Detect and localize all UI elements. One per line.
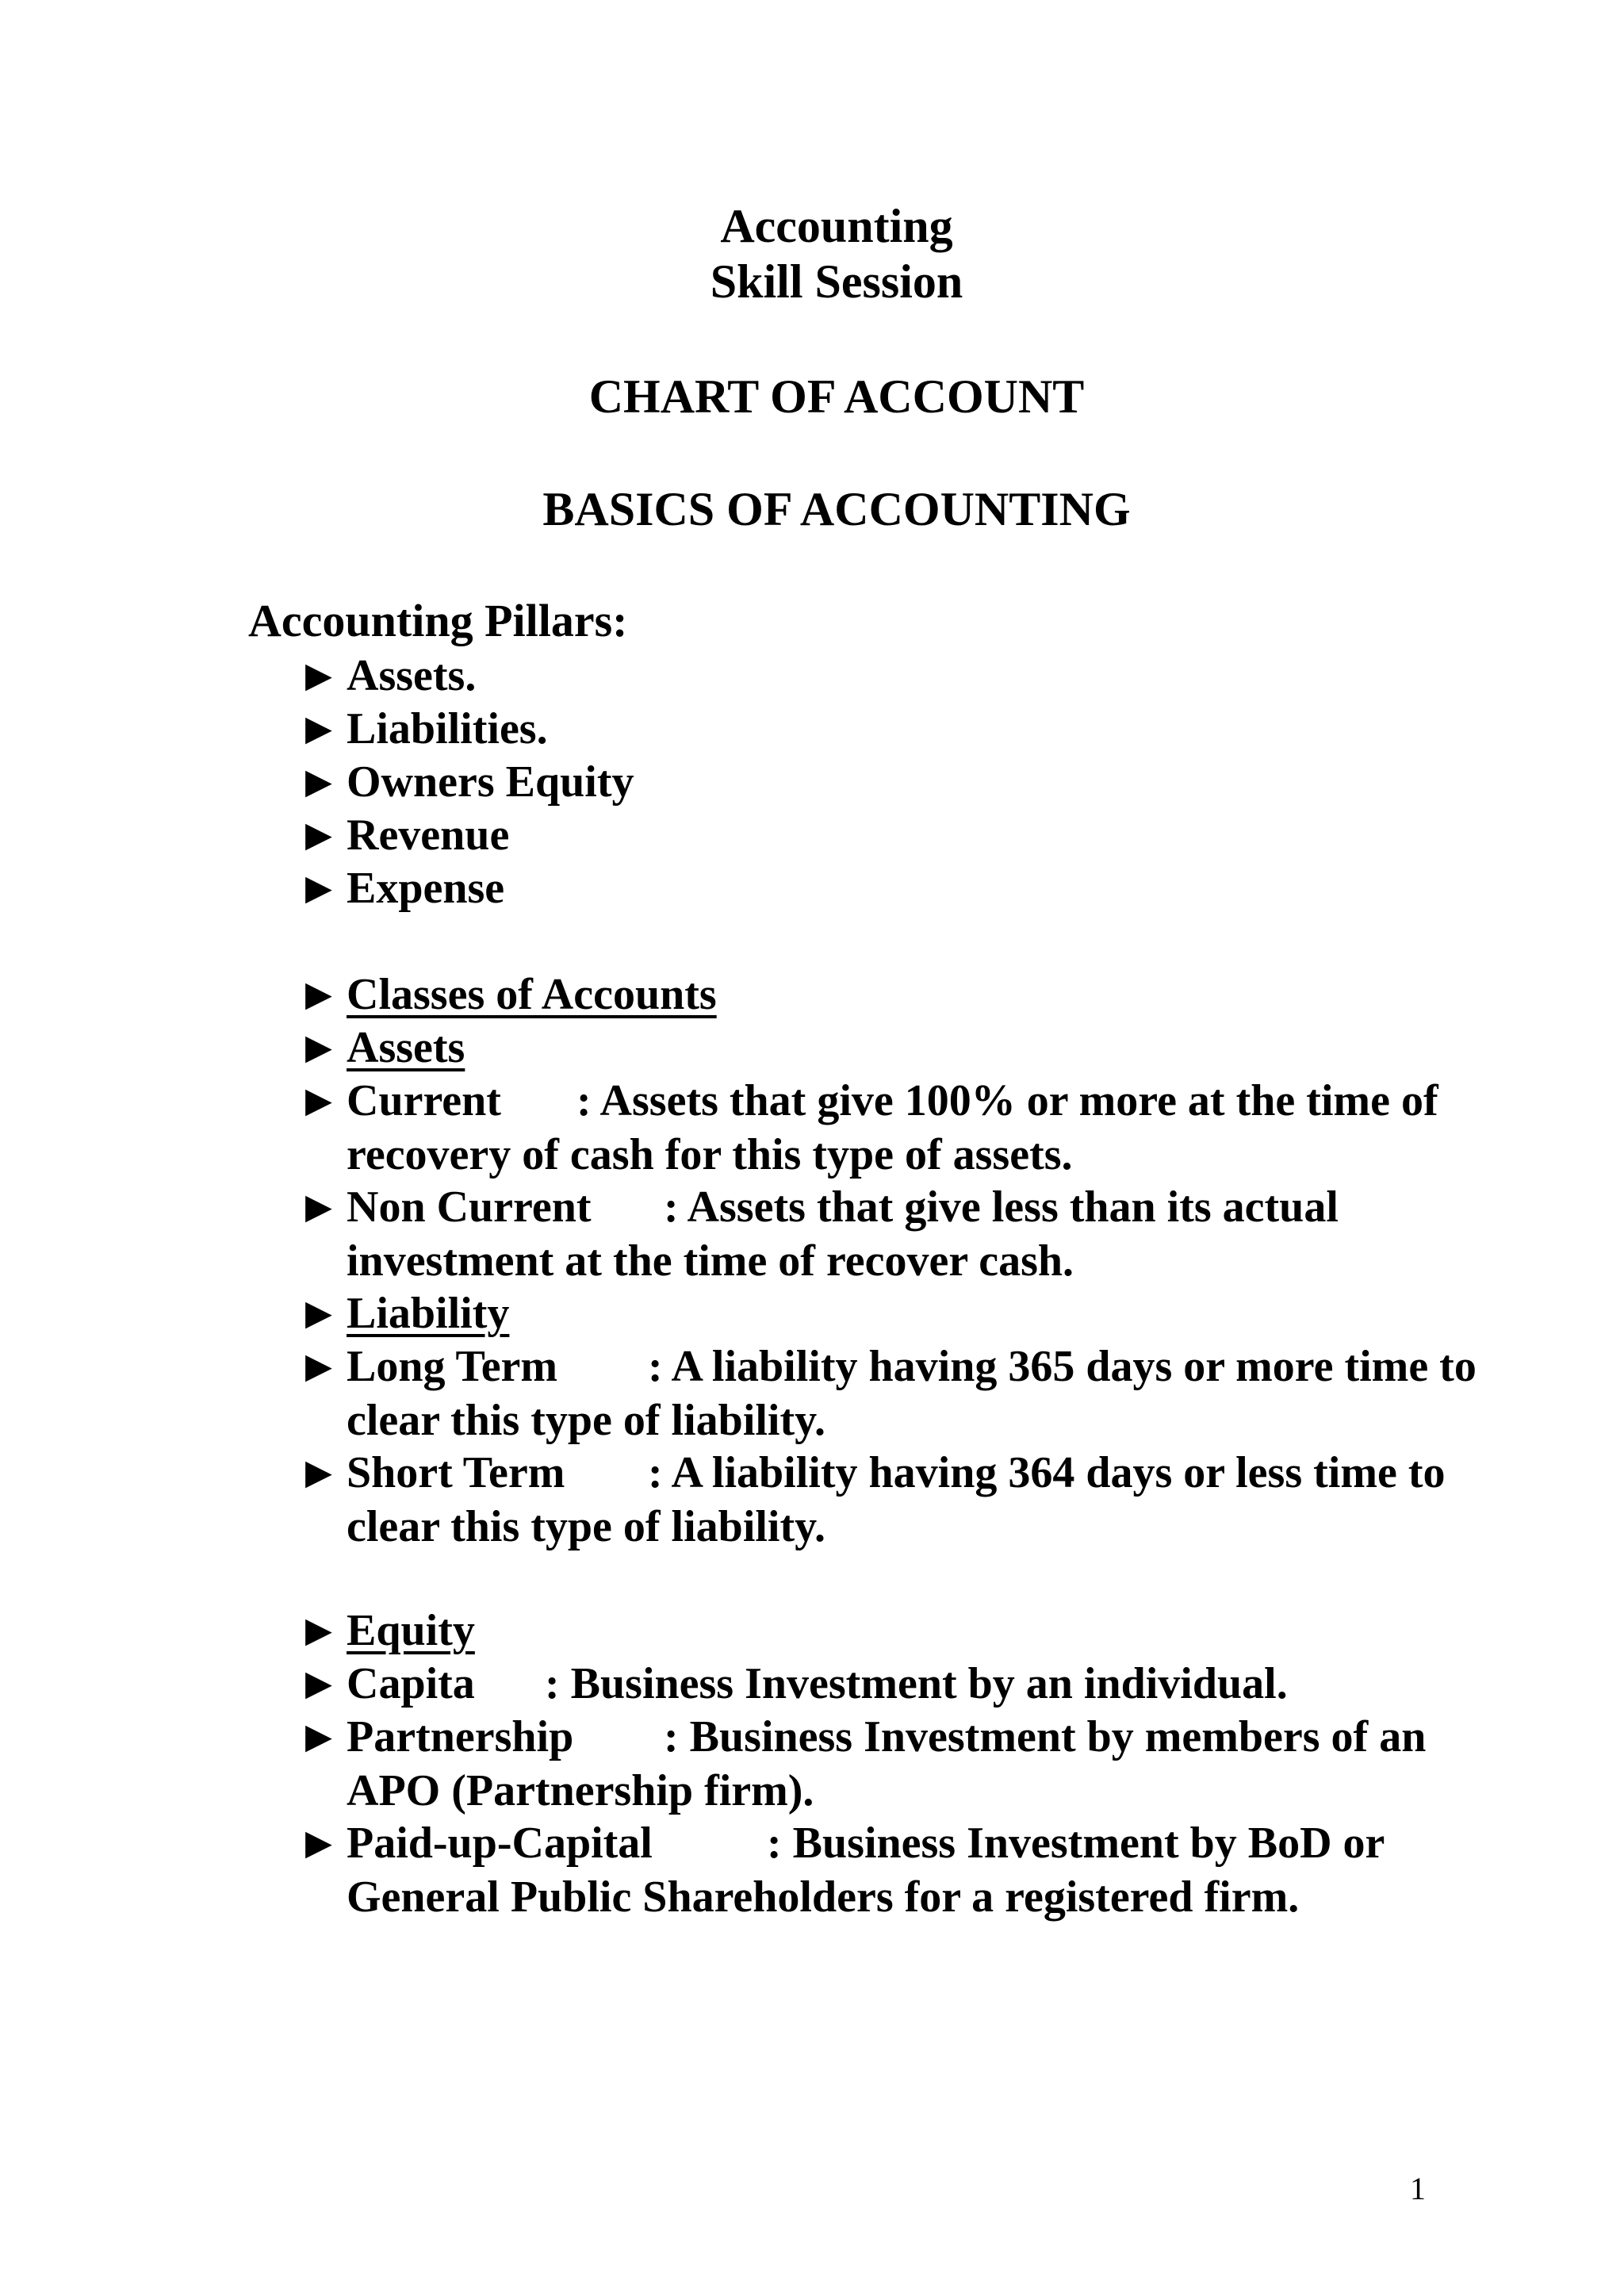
document-title: Accounting	[720, 200, 953, 252]
accounting-pillars-label: Accounting Pillars:	[248, 595, 628, 646]
current-definition: : Assets that give 100% or more at the time of recovery of cash for this type of assets.	[347, 1076, 1438, 1179]
triangle-bullet-icon: ▶	[305, 762, 332, 801]
heading-chart-of-account: CHART OF ACCOUNT	[588, 370, 1085, 423]
triangle-bullet-icon: ▶	[305, 1453, 332, 1492]
paidup-term: Paid-up-Capital	[347, 1819, 653, 1868]
list-item	[305, 702, 1479, 756]
triangle-bullet-icon: ▶	[305, 1823, 332, 1862]
pillar-liabilities: Liabilities.	[347, 704, 548, 753]
triangle-bullet-icon: ▶	[305, 1717, 332, 1756]
shortterm-definition: : A liability having 364 days or less time to clear this type of liability.	[347, 1448, 1446, 1551]
list-item	[305, 1710, 1479, 1818]
list-item	[305, 1816, 1479, 1924]
triangle-bullet-icon: ▶	[305, 815, 332, 854]
page-number: 1	[1410, 2171, 1426, 2206]
noncurrent-term: Non Current	[347, 1182, 592, 1232]
noncurrent-definition: : Assets that give less than its actual investment at the time of recover cash.	[347, 1182, 1339, 1286]
longterm-definition: : A liability having 365 days or more time to clear this type of liability.	[347, 1342, 1477, 1445]
pillar-revenue: Revenue	[347, 811, 510, 860]
list-item	[305, 808, 1479, 862]
capita-term: Capita	[347, 1659, 475, 1708]
classes-heading: Classes of Accounts	[347, 970, 717, 1019]
triangle-bullet-icon: ▶	[305, 1081, 332, 1120]
triangle-bullet-icon: ▶	[305, 1028, 332, 1067]
capita-definition: : Business Investment by an individual.	[545, 1659, 1288, 1708]
shortterm-term: Short Term	[347, 1448, 565, 1497]
triangle-bullet-icon: ▶	[305, 1347, 332, 1386]
triangle-bullet-icon: ▶	[305, 1611, 332, 1650]
triangle-bullet-icon: ▶	[305, 709, 332, 748]
paidup-definition: : Business Investment by BoD or General Public Shareholders for a registered firm.	[347, 1819, 1385, 1922]
liability-heading: Liability	[347, 1289, 510, 1338]
triangle-bullet-icon: ▶	[305, 1294, 332, 1332]
triangle-bullet-icon: ▶	[305, 868, 332, 907]
heading-basics-of-accounting: BASICS OF ACCOUNTING	[542, 483, 1131, 535]
partnership-term: Partnership	[347, 1712, 574, 1761]
list-item	[305, 1657, 1479, 1711]
list-item	[305, 1604, 1479, 1658]
assets-heading: Assets	[347, 1023, 465, 1072]
list-item	[305, 1180, 1479, 1288]
triangle-bullet-icon: ▶	[305, 1187, 332, 1226]
list-item	[305, 1446, 1479, 1554]
partnership-definition: : Business Investment by members of an APO (Partnership firm).	[347, 1712, 1427, 1815]
list-item	[305, 649, 1479, 703]
document-subtitle: Skill Session	[710, 255, 963, 308]
triangle-bullet-icon: ▶	[305, 975, 332, 1014]
pillar-assets: Assets.	[347, 651, 477, 700]
pillar-expense: Expense	[347, 864, 505, 913]
triangle-bullet-icon: ▶	[305, 1664, 332, 1703]
equity-heading: Equity	[347, 1606, 475, 1655]
longterm-term: Long Term	[347, 1342, 558, 1391]
list-item	[305, 861, 1479, 915]
list-item	[305, 755, 1479, 809]
current-term: Current	[347, 1076, 501, 1125]
list-item	[305, 968, 1479, 1022]
list-item	[305, 1340, 1479, 1447]
pillar-owners-equity: Owners Equity	[347, 757, 634, 807]
list-item	[305, 1021, 1479, 1075]
list-item	[305, 1286, 1479, 1340]
list-item	[305, 1074, 1479, 1182]
triangle-bullet-icon: ▶	[305, 656, 332, 695]
